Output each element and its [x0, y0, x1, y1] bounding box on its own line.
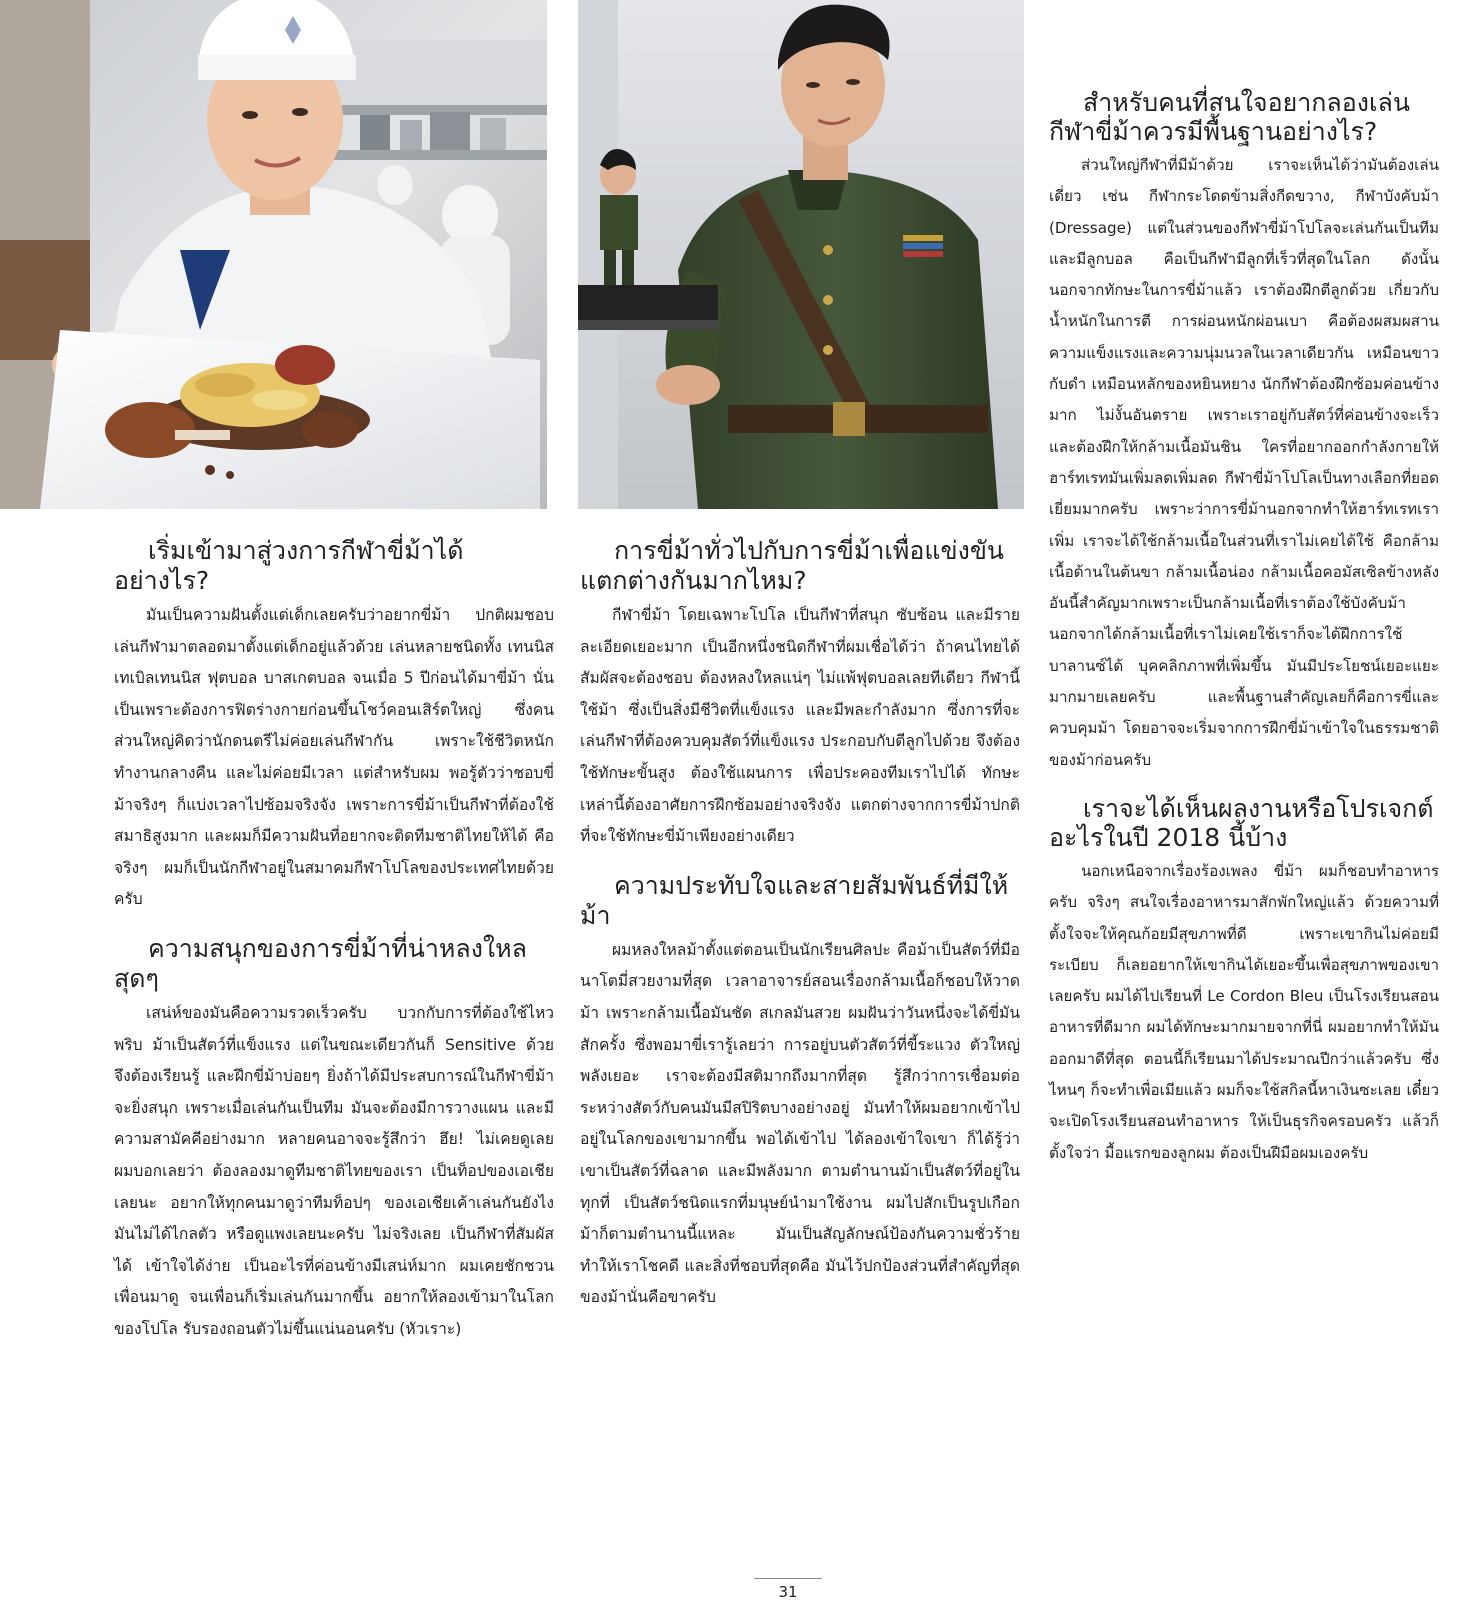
qa-section-projects-2018	[1049, 794, 1439, 1169]
qa-section-bond-with-horses	[580, 871, 1020, 1314]
section-heading	[1049, 88, 1439, 146]
page-number: 31	[778, 1583, 798, 1601]
page-number-rule	[754, 1578, 822, 1579]
section-heading	[114, 934, 554, 994]
section-body: นอกเหนือจากเรื่องร้องเพลง ขี่ม้า ผมก็ชอบทำอาหารครับ จริงๆ สนใจเรื่องอาหารมาสักพักใหญ่แล้ว ด้วยความที่ตั้งใจจะให้คุณก้อยมีสุขภาพที่ดี เพราะเขากินไม่ค่อยมีระเบียบ ก็เลยอยากให้เขากินได้เยอะขึ้นเพื่อสุขภาพของเขาเลยครับ ผมได้ไปเรียนที่ Le Cordon Bleu เป็นโรงเรียนสอนอาหารที่ดีมาก ผมได้ทักษะมากมายจากที่นี่ ผมอยากทำให้มันออกมาดีที่สุด ตอนนี้ก็เรียนมาได้ประมาณปีกว่าแล้วครับ ซึ่งไหนๆ ก็จะทำเพื่อเมียแล้ว ผมก็จะใช้สกิลนี้หาเงินซะเลย เดี๋ยวจะเปิดโรงเรียนสอนทำอาหาร ให้เป็นธุรกิจครอบครัว แล้วก็ตั้งใจว่า มื้อแรกของลูกผม ต้องเป็นฝีมือผมเองครับ	[1049, 861, 1439, 1162]
article-column-middle	[580, 536, 1020, 1332]
section-body: มันเป็นความฝันตั้งแต่เด็กเลยครับว่าอยากขี่ม้า ปกติผมชอบเล่นกีฬามาตลอดมาตั้งแต่เด็กอยู่แล้วด้วย เล่นหลายชนิดทั้ง เทนนิส เทเบิลเทนนิส ฟุตบอล บาสเกตบอล จนเมื่อ 5 ปีก่อนได้มาขี่ม้า นั่นเป็นเพราะต้องการฟิตร่างกายก่อนขึ้นโชว์คอนเสิร์ตใหญ่ ซึ่งคนส่วนใหญ่คิดว่านักดนตรีไม่ค่อยเล่นกีฬากัน เพราะใช้ชีวิตหนัก ทำงานกลางคืน และไม่ค่อยมีเวลา แต่สำหรับผม พอรู้ตัวว่าชอบขี่ม้าจริงๆ ก็แบ่งเวลาไปซ้อมจริงจัง เพราะการขี่ม้าเป็นกีฬาที่ต้องใช้สมาธิสูงมาก และผมก็มีความฝันที่อยากจะติดทีมชาติไทยให้ได้ คือจริงๆ ผมก็เป็นนักกีฬาอยู่ในสมาคมกีฬาโปโลของประเทศไทยด้วยครับ	[114, 606, 554, 909]
section-body: ส่วนใหญ่กีฬาที่มีม้าด้วย เราจะเห็นได้ว่ามันต้องเล่นเดี่ยว เช่น กีฬากระโดดข้ามสิ่งกีดขวาง, กีฬาบังคับม้า (Dressage) แต่ในส่วนของกีฬาขี่ม้าโปโลจะเล่นกันเป็นทีมและมีลูกบอล คือเป็นกีฬามีลูกที่เร็วที่สุดในโลก ดังนั้นนอกจากทักษะในการขี่ม้าแล้ว เราต้องฝึกตีลูกด้วย เกี่ยวกับน้ำหนักในการตี การผ่อนหนักผ่อนเบา คือต้องผสมผสานความแข็งแรงและความนุ่มนวลในเวลาเดียวกัน เหมือนขาวกับดำ เหมือนหลักของหยินหยาง นักกีฬาต้องฝึกซ้อมค่อนข้างมาก ไม่งั้นอันตราย เพราะเราอยู่กับสัตว์ที่ค่อนข้างจะเร็ว และต้องฝึกให้กล้ามเนื้อมันชิน ใครที่อยากออกกำลังกายให้ฮาร์ทเรทมันเพิ่มลดเพิ่มลด กีฬาขี่ม้าโปโลเป็นทางเลือกที่ยอดเยี่ยมมากครับ เพราะว่าการขี่ม้านอกจากทำให้ฮาร์ทเรทเราเพิ่ม เราจะได้ใช้กล้ามเนื้อในส่วนที่เราไม่เคยได้ใช้ คือกล้ามเนื้อด้านในต้นขา กล้ามเนื้อน่อง กล้ามเนื้อคอมัสเซิลข้างหลัง อันนี้สำคัญมากเพราะเป็นกล้ามเนื้อที่เราต้องใช้บังคับม้า นอกจากได้กล้ามเนื้อที่เราไม่เคยใช้เราก็จะได้ฝึกการใช้บาลานซ์ได้ บุคคลิกภาพที่เพิ่มขึ้น มันมีประโยชน์เยอะแยะมากมายเลยครับ และพื้นฐานสำคัญเลยก็คือการขี่และควบคุมม้า โดยอาจจะเริ่มจากการฝึกขี่ม้าเข้าใจในธรรมชาติของม้าก่อนครับ	[1049, 156, 1439, 769]
uniform-photo-illustration	[578, 0, 1024, 509]
section-heading-text: การขี่ม้าทั่วไปกับการขี่ม้าเพื่อแข่งขันแตกต่างกันมากไหม?	[580, 536, 1005, 595]
section-heading-text: เราจะได้เห็นผลงานหรือโปรเจกต์อะไรในปี 2018 นี้บ้าง	[1049, 793, 1434, 852]
qa-section-general-vs-competitive	[580, 536, 1020, 853]
section-heading	[580, 536, 1020, 596]
qa-section-basics-for-beginners	[1049, 88, 1439, 776]
section-body: ผมหลงใหลม้าตั้งแต่ตอนเป็นนักเรียนศิลปะ คือม้าเป็นสัตว์ที่มีอนาโตมี่สวยงามที่สุด เวลาอาจารย์สอนเรื่องกล้ามเนื้อก็ชอบให้วาดม้า เพราะกล้ามเนื้อมันชัด สเกลมันสวย ผมฝันว่าวันหนึ่งจะได้ขี่มันสักครั้ง ซึ่งพอมาขี่เรารู้เลยว่า การอยู่บนตัวสัตว์ที่ขี้ระแวง ตัวใหญ่ พลังเยอะ เราจะต้องมีสติมากถึงมากที่สุด รู้สึกว่าการเชื่อมต่อระหว่างสัตว์กับคนมันมีสปิริตบางอย่างอยู่ มันทำให้ผมอยากเข้าไปอยู่ในโลกของเขามากขึ้น พอได้เข้าไป ได้ลองเข้าใจเขา ก็ได้รู้ว่าเขาเป็นสัตว์ที่ฉลาด และมีพลังมาก ตามตำนานม้าเป็นสัตว์ที่อยู่ในทุกที่ เป็นสัตว์ชนิดแรกที่มนุษย์นำมาใช้งาน ผมไปสักเป็นรูปเกือกม้าก็ตามตำนานนี้แหละ มันเป็นสัญลักษณ์ป้องกันความชั่วร้าย ทำให้เราโชคดี และสิ่งที่ชอบที่สุดคือ มันไว้ปกป้องส่วนที่สำคัญที่สุดของม้านั่นคือขาครับ	[580, 940, 1020, 1307]
section-heading-text: เริ่มเข้ามาสู่วงการกีฬาขี่ม้าได้อย่างไร?	[114, 536, 464, 595]
section-heading-text: ความประทับใจและสายสัมพันธ์ที่มีให้ม้า	[580, 870, 1009, 930]
qa-section-getting-started	[114, 536, 554, 916]
section-body: เสน่ห์ของมันคือความรวดเร็วครับ บวกกับการที่ต้องใช้ไหวพริบ ม้าเป็นสัตว์ที่แข็งแรง แต่ในขณะเดียวกันก็ Sensitive ด้วย จึงต้องเรียนรู้ และฝึกขี่ม้าบ่อยๆ ยิ่งถ้าได้มีประสบการณ์ในกีฬาขี่ม้า จะยิ่งสนุก เพราะเมื่อเล่นกันเป็นทีม มันจะต้องมีการวางแผน และมีความสามัคคีอย่างมาก หลายคนอาจจะรู้สึกว่า ฮึย! ไม่เคยดูเลย ผมบอกเลยว่า ต้องลองมาดูทีมชาติไทยของเรา เป็นท็อปของเอเชียเลยนะ อยากให้ทุกคนมาดูว่าทีมท็อปๆ ของเอเชียเค้าเล่นกันยังไง มันไม่ได้ไกลตัว หรือดูแพงเลยนะครับ ไม่จริงเลย เป็นกีฬาที่สัมผัสได้ เข้าใจได้ง่าย เป็นอะไรที่ค่อนข้างมีเสน่ห์มาก ผมเคยชักชวนเพื่อนมาดู จนเพื่อนก็เริ่มเล่นกันมากขึ้น อยากให้ลองเข้ามาในโลกของโปโล รับรองถอนตัวไม่ขึ้นแน่นอนครับ (หัวเราะ)	[114, 1003, 554, 1338]
chef-photo-illustration	[0, 0, 547, 509]
section-heading	[1049, 794, 1439, 852]
photo-chef-plating-dish	[0, 0, 547, 509]
section-heading-text: สำหรับคนที่สนใจอยากลองเล่นกีฬาขี่ม้าควรมีพื้นฐานอย่างไร?	[1049, 88, 1410, 146]
section-heading	[580, 871, 1020, 931]
section-body: กีฬาขี่ม้า โดยเฉพาะโปโล เป็นกีฬาที่สนุก ซับซ้อน และมีรายละเอียดเยอะมาก เป็นอีกหนึ่งชนิดกีฬาที่ผมเชื่อได้ว่า ถ้าคนไทยได้สัมผัสจะต้องชอบ ต้องหลงใหลแน่ๆ ไม่แพ้ฟุตบอลเลยทีเดียว กีฬานี้ใช้ม้า ซึ่งเป็นสิ่งมีชีวิตที่แข็งแรง และมีพละกำลังมาก ซึ่งการที่จะเล่นกีฬาที่ต้องควบคุมสัตว์ที่แข็งแรง ประกอบกับตีลูกไปด้วย จึงต้องใช้ทักษะขั้นสูง ต้องใช้แผนการ เพื่อประคองทีมเราไปได้ ทักษะเหล่านี้ต้องอาศัยการฝึกซ้อมอย่างจริงจัง แตกต่างจากการขี่ม้าปกติที่จะใช้ทักษะขี่ม้าเพียงอย่างเดียว	[580, 606, 1020, 846]
section-heading-text: ความสนุกของการขี่ม้าที่น่าหลงใหลสุดๆ	[114, 933, 527, 993]
article-column-right	[1049, 88, 1439, 1187]
qa-section-fun-of-riding	[114, 934, 554, 1346]
photo-man-in-military-uniform	[578, 0, 1024, 509]
article-column-left	[114, 536, 554, 1363]
section-heading	[114, 536, 554, 596]
